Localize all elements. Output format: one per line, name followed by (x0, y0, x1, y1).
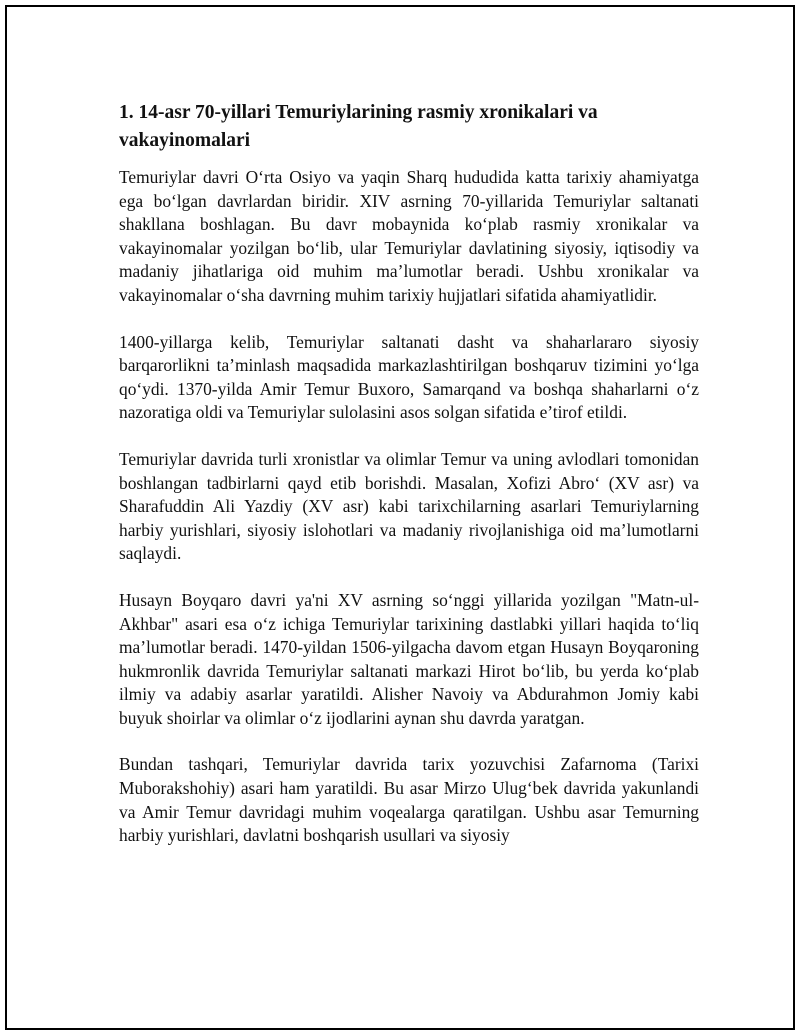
paragraph-3: Temuriylar davrida turli xronistlar va olimlar Temur va uning avlodlari tomonidan boshlangan tadbirlarni qayd etib borishdi. Masalan, Xofizi Abro‘ (XV asr) va Sharafuddin Ali Yazdiy (XV asr) kabi tarixchilarning asarlari Temuriylarning harbiy yurishlari, siyosiy islohotlari va madaniy rivojlanishiga oid ma’lumotlarni saqlaydi. (119, 448, 699, 564)
document-body (119, 99, 699, 871)
paragraph-4: Husayn Boyqaro davri ya'ni XV asrning so‘nggi yillarida yozilgan "Matn-ul-Akhbar" asari esa o‘z ichiga Temuriylar tarixining dastlabki yillari haqida to‘liq ma’lumotlar beradi. 1470-yildan 1506-yilgacha davom etgan Husayn Boyqaroning hukmronlik davrida Temuriylar saltanati markazi Hirot bo‘lib, bu yerda ko‘plab ilmiy va adabiy asarlar yaratildi. Alisher Navoiy va Abdurahmon Jomiy kabi buyuk shoirlar va olimlar o‘z ijodlarini aynan shu davrda yaratgan. (119, 589, 699, 728)
paragraph-2: 1400-yillarga kelib, Temuriylar saltanati dasht va shaharlararo siyosiy barqarorlikni ta’minlash maqsadida markazlashtirilgan boshqaruv tizimini yo‘lga qo‘ydi. 1370-yilda Amir Temur Buxoro, Samarqand va boshqa shaharlarni o‘z nazoratiga oldi va Temuriylar sulolasini asos solgan sifatida e’tirof etildi. (119, 331, 699, 423)
paragraph-5: Bundan tashqari, Temuriylar davrida tarix yozuvchisi Zafarnoma (Tarixi Muborakshohiy) asari ham yaratildi. Bu asar Mirzo Ulug‘bek davrida yakunlandi va Amir Temur davridagi muhim voqealarga qaratilgan. Ushbu asar Temurning harbiy yurishlari, davlatni boshqarish usullari va siyosiy (119, 754, 699, 846)
paragraph-1: Temuriylar davri O‘rta Osiyo va yaqin Sharq hududida katta tarixiy ahamiyatga ega bo‘lgan davrlardan biridir. XIV asrning 70-yillarida Temuriylar saltanati shakllana boshlagan. Bu davr mobaynida ko‘plab rasmiy xronikalar va vakayinomalar yozilgan bo‘lib, ular Temuriylar davlatining siyosiy, iqtisodiy va madaniy jihatlariga oid muhim ma’lumotlar beradi. Ushbu xronikalar va vakayinomalar o‘sha davrning muhim tarixiy hujjatlari sifatida ahamiyatlidir. (119, 167, 699, 305)
section-heading: 1. 14-asr 70-yillari Temuriylarining rasmiy xronikalari va vakayinomalari (119, 102, 598, 151)
page-frame (5, 5, 795, 1030)
